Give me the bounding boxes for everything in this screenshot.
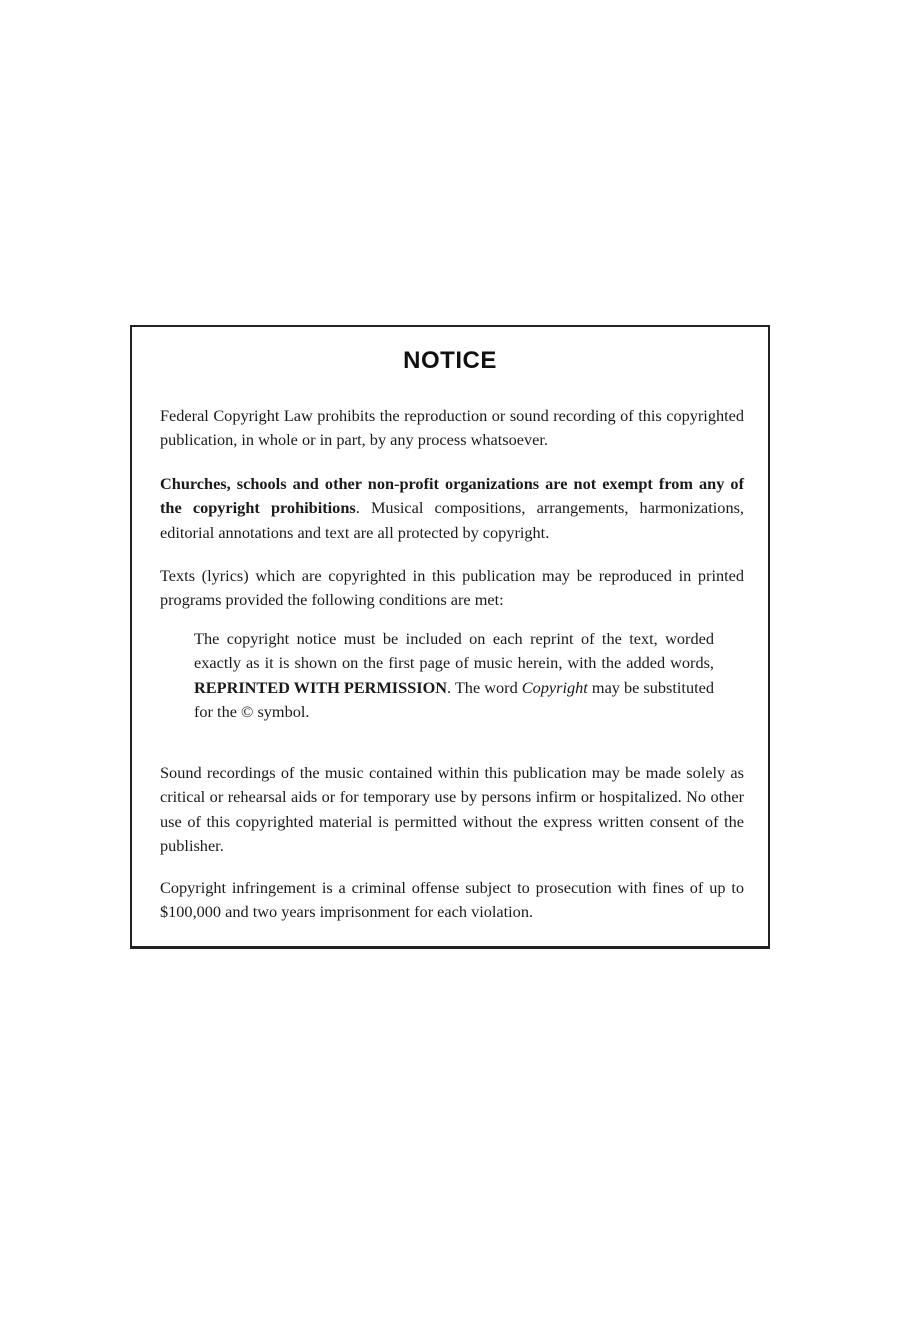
non-profit-paragraph — [160, 472, 744, 545]
copyright-law-paragraph: Federal Copyright Law prohibits the reproduction or sound recording of this copyrighted publication, in whole or in part, by any process whatsoever. — [160, 406, 744, 450]
sound-recordings-paragraph: Sound recordings of the music contained within this publication may be made solely as critical or rehearsal aids or for temporary use by persons infirm or hospitalized. No other use of this copyrighted material is permitted without the express written consent of the publisher. — [160, 763, 744, 855]
infringement-paragraph: Copyright infringement is a criminal offense subject to prosecution with fines of up to $100,000 and two years imprisonment for each violation. — [160, 878, 744, 922]
lyrics-reproduction-paragraph: Texts (lyrics) which are copyrighted in this publication may be reproduced in printed programs provided the following conditions are met: — [160, 566, 744, 610]
non-profit-paragraph-rest: . Musical compositions, arrangements, harmonizations, editorial annotations and text are all protected by copyright. — [160, 498, 744, 542]
condition-text-2: . The word — [447, 677, 522, 697]
condition-text-1: The copyright notice must be included on each reprint of the text, worded exactly as it is shown on the first page of music herein, with the added words, — [194, 629, 714, 673]
reprinted-with-permission-bold: REPRINTED WITH PERMISSION — [194, 677, 448, 697]
copyright-word-italic: Copyright — [521, 677, 588, 697]
reprint-condition-paragraph — [194, 627, 714, 724]
notice-box — [130, 325, 770, 949]
notice-title: NOTICE — [403, 347, 497, 374]
non-profit-warning-bold: Churches, schools and other non-profit organizations are not exempt from any of the copyright prohibitions — [160, 474, 744, 518]
condition-text-3: may be substituted for the © symbol. — [194, 677, 714, 721]
